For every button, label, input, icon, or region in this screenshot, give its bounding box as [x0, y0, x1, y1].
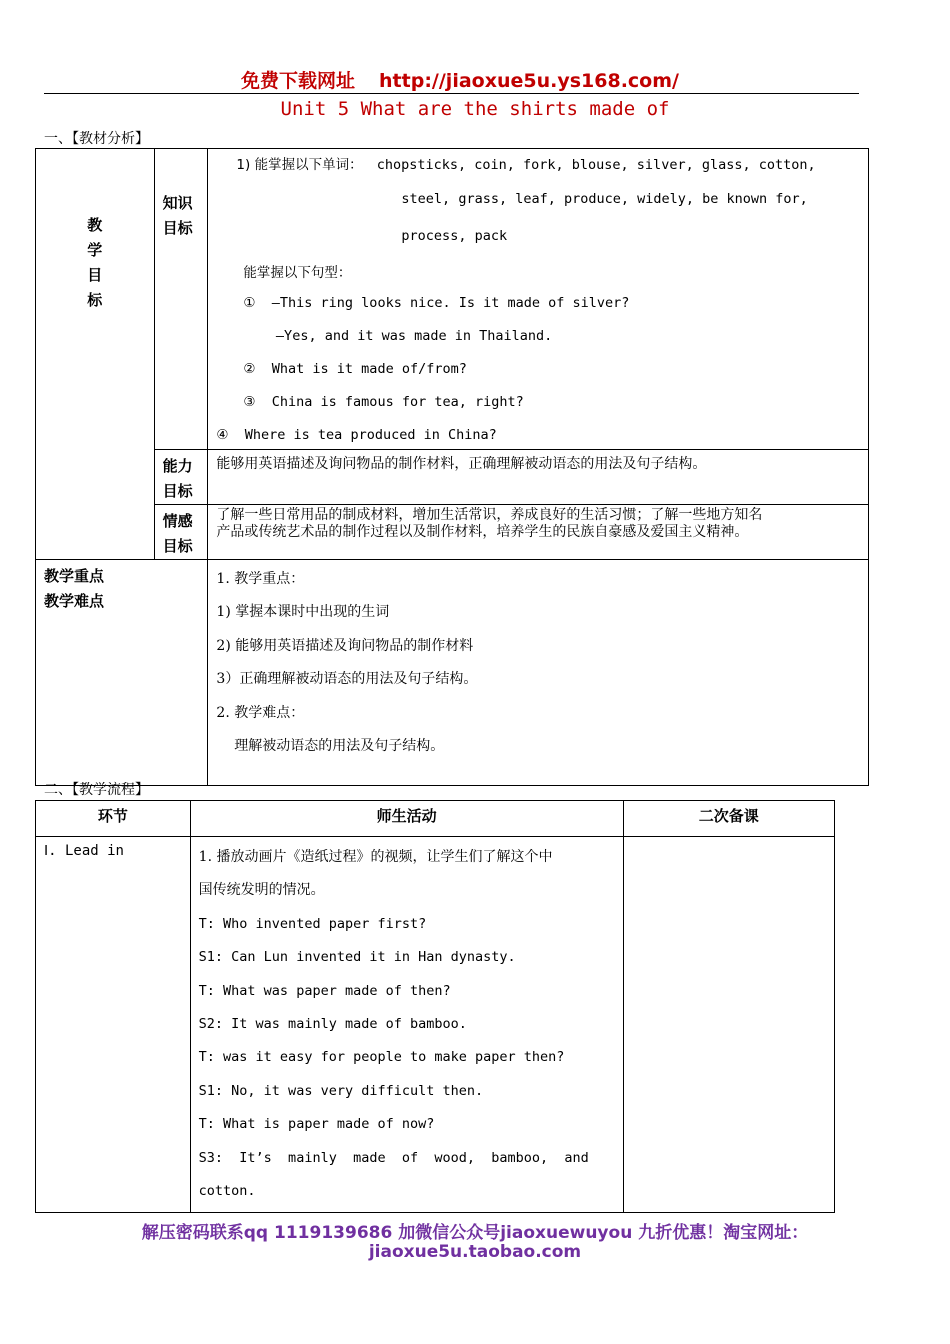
ability-label: 目标 [162, 482, 193, 500]
key-point-line: 3）正确理解被动语态的用法及句子结构。 [216, 671, 478, 688]
header-divider [44, 93, 859, 94]
dialogue-line: cotton. [198, 1183, 256, 1200]
ability-text: 能够用英语描述及询问物品的制作材料，正确理解被动语态的用法及句子结构。 [216, 456, 707, 472]
vocab-line: steel, grass, leaf, produce, widely, be known for, [401, 191, 808, 207]
sentence-intro: 能掌握以下句型： [243, 265, 352, 281]
key-point-line: 1) 掌握本课时中出现的生词 [216, 604, 390, 621]
emotion-label-cell [154, 505, 208, 560]
emotion-text: 产品或传统艺术品的制作过程以及制作材料，培养学生的民族自豪感及爱国主义精神。 [216, 524, 749, 540]
vocab-line: process, pack [401, 228, 508, 244]
activity-text: 1. 播放动画片《造纸过程》的视频，让学生们了解这个中 [198, 849, 553, 865]
goals-label-char: 学 [87, 241, 103, 259]
dialogue-line: S2: It was mainly made of bamboo. [198, 1016, 467, 1033]
sentence-item: ③ China is famous for tea, right? [243, 394, 524, 410]
knowledge-content-cell [208, 149, 869, 450]
dialogue-line: S3: It’s mainly made of wood, bamboo, and [198, 1149, 589, 1166]
sentence-item: ① —This ring looks nice. Is it made of silver? [243, 295, 630, 311]
stage-label: Ⅰ. Lead in [44, 843, 124, 859]
emotion-text: 了解一些日常用品的制成材料，增加生活常识，养成良好的生活习惯；了解一些地方知名 [216, 507, 763, 523]
key-point-line: 2. 教学难点： [216, 704, 305, 721]
goals-label-char: 标 [87, 291, 103, 309]
knowledge-label: 知识 [162, 194, 193, 212]
sentence-item: —Yes, and it was made in Thailand. [243, 328, 553, 344]
ability-label: 能力 [162, 457, 193, 475]
header-download-line [200, 66, 720, 93]
section-heading-analysis: 一、【教材分析】 [44, 131, 149, 147]
key-points-label: 教学重点 [44, 567, 105, 585]
analysis-table [35, 148, 869, 786]
knowledge-label: 目标 [162, 219, 193, 237]
key-points-content-cell [208, 560, 869, 786]
section-heading-process: 二、【教学流程】 [44, 782, 149, 798]
dialogue-line: T: Who invented paper first? [198, 915, 427, 932]
dialogue-line: S1: No, it was very difficult then. [198, 1082, 484, 1099]
footer-shop-link[interactable]: jiaoxue5u.taobao.com [368, 1242, 582, 1262]
key-point-line: 1. 教学重点： [216, 571, 305, 587]
ability-content-cell [208, 450, 869, 505]
footer-contact-line: 解压密码联系qq 1119139686 加微信公众号jiaoxuewuyou 九折优惠！淘宝网址： [141, 1223, 809, 1243]
difficult-points-label: 教学难点 [44, 592, 105, 610]
ability-label-cell [154, 450, 208, 505]
activity-text: 国传统发明的情况。 [198, 882, 325, 899]
notes-cell [623, 837, 834, 1213]
dialogue-line: T: What is paper made of now? [198, 1116, 435, 1133]
column-header-activity: 师生活动 [190, 801, 623, 837]
vocab-intro: 1) 能掌握以下单词： [236, 157, 363, 173]
stage-cell [36, 837, 191, 1213]
emotion-label: 情感 [162, 512, 193, 530]
knowledge-label-cell [154, 149, 208, 450]
goals-label-char: 目 [87, 266, 103, 284]
vocab-line: chopsticks, coin, fork, blouse, silver, glass, cotton, [376, 157, 816, 173]
activity-cell [190, 837, 623, 1213]
dialogue-line: T: was it easy for people to make paper then? [198, 1049, 565, 1066]
key-point-line: 2) 能够用英语描述及询问物品的制作材料 [216, 637, 474, 654]
sentence-item: ② What is it made of/from? [243, 361, 467, 377]
process-table [35, 800, 835, 1213]
teaching-goals-label-cell [36, 149, 155, 560]
key-point-line: 理解被动语态的用法及句子结构。 [216, 738, 445, 755]
page-title: Unit 5 What are the shirts made of [280, 98, 670, 120]
column-header-notes: 二次备课 [623, 801, 834, 837]
emotion-label: 目标 [162, 537, 193, 555]
emotion-content-cell [208, 505, 869, 560]
dialogue-line: T: What was paper made of then? [198, 982, 451, 999]
free-download-label: 免费下载网址 [241, 70, 356, 92]
sentence-item: ④ Where is tea produced in China? [216, 427, 497, 443]
column-header-stage: 环节 [36, 801, 191, 837]
dialogue-line: S1: Can Lun invented it in Han dynasty. [198, 949, 516, 966]
download-url-link[interactable]: http://jiaoxue5u.ys168.com/ [379, 70, 679, 92]
key-points-label-cell [36, 560, 208, 786]
goals-label-char: 教 [87, 216, 103, 234]
